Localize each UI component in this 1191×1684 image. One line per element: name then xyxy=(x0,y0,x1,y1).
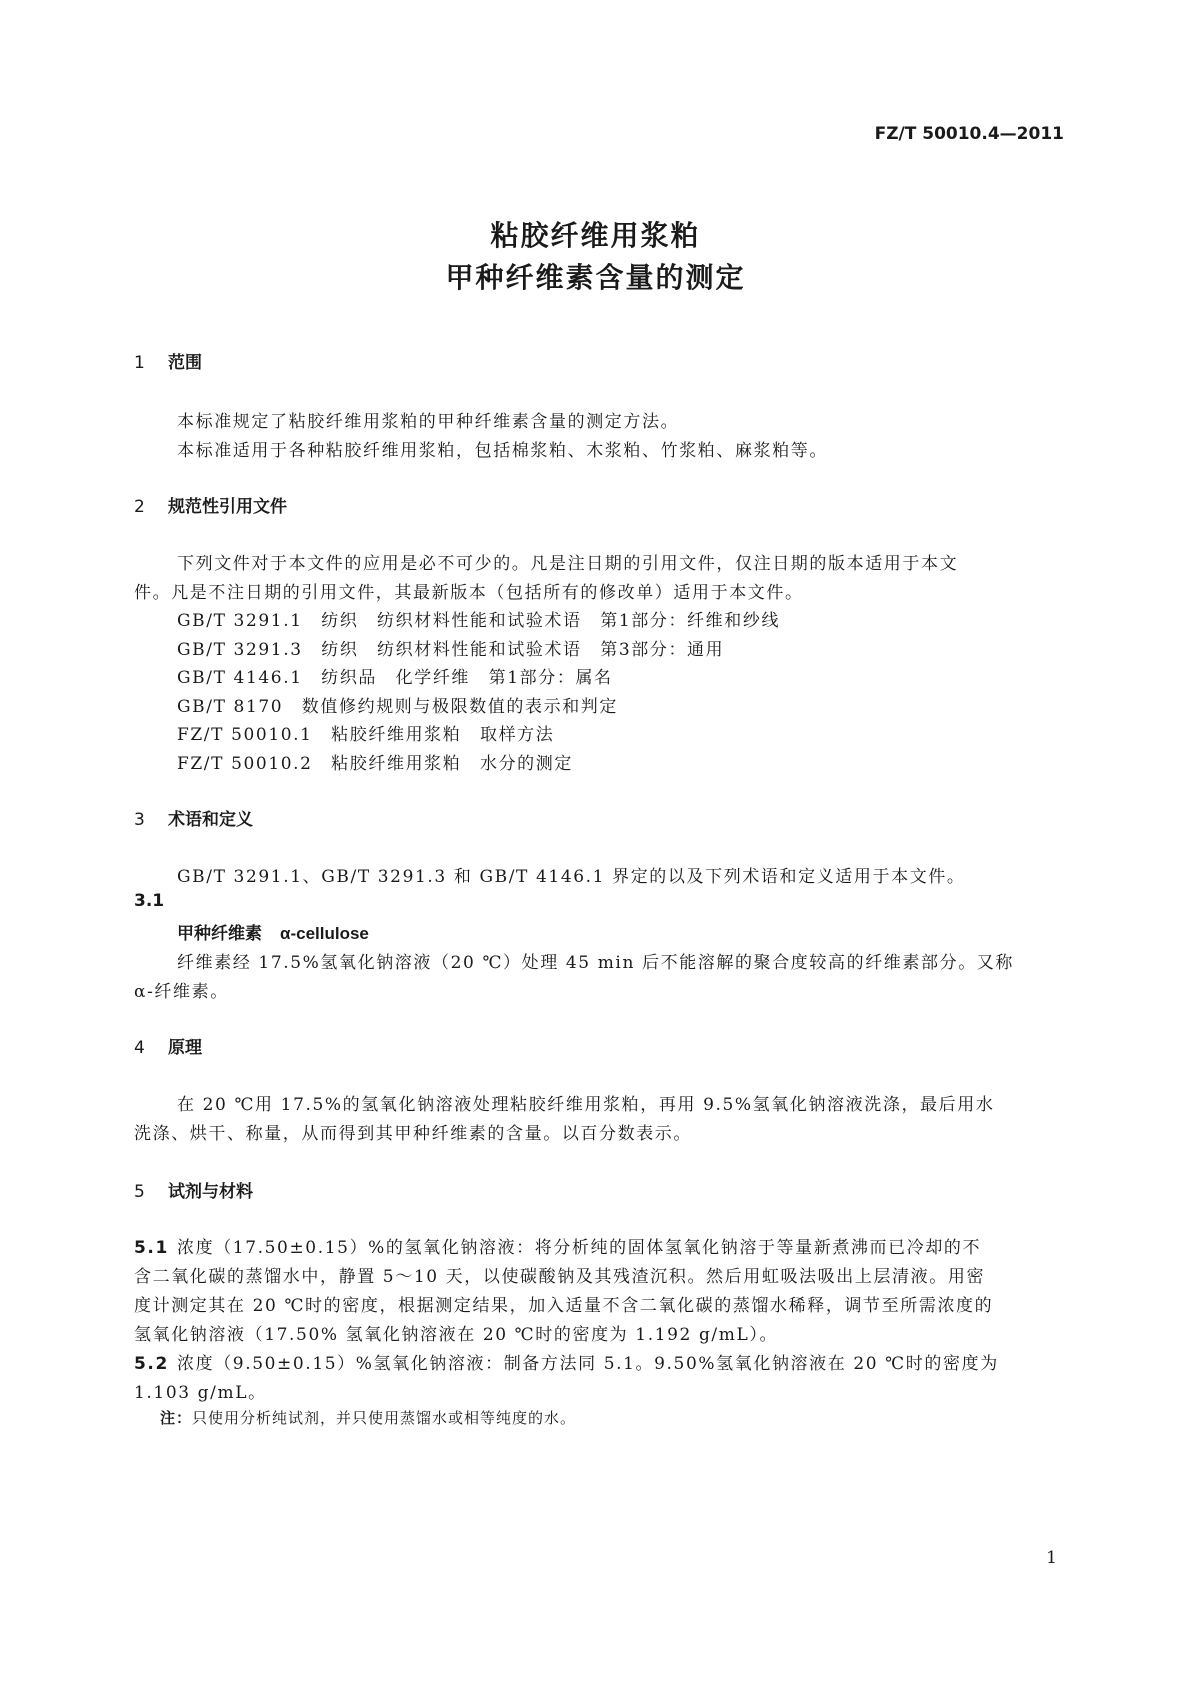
reference-item: FZ/T 50010.2 粘胶纤维用浆粕 水分的测定 xyxy=(177,754,573,774)
doc-title-line1: 粘胶纤维用浆粕 xyxy=(490,219,701,252)
reference-item: FZ/T 50010.1 粘胶纤维用浆粕 取样方法 xyxy=(177,725,555,745)
doc-title-line2: 甲种纤维素含量的测定 xyxy=(445,261,746,294)
clause-5-1-line1 xyxy=(134,1233,981,1258)
reference-item: GB/T 3291.3 纺织 纺织材料性能和试验术语 第3部分：通用 xyxy=(177,640,725,660)
section-2-heading xyxy=(134,492,287,517)
section-title: 试剂与材料 xyxy=(168,1182,253,1202)
section-3-heading xyxy=(134,805,253,830)
section-number: 1 xyxy=(134,353,145,373)
section-1-heading xyxy=(134,348,202,373)
clause-number: 5.2 xyxy=(134,1354,169,1374)
page-number: 1 xyxy=(1046,1548,1057,1568)
term-chinese: 甲种纤维素 xyxy=(177,924,262,944)
definition-line: 纤维素经 17.5%氢氧化钠溶液（20 ℃）处理 45 min 后不能溶解的聚合度较高的纤维素部分。又称 xyxy=(177,953,1015,973)
paragraph-line: 本标准规定了粘胶纤维用浆粕的甲种纤维素含量的测定方法。 xyxy=(177,412,680,432)
paragraph-line: 度计测定其在 20 ℃时的密度，根据测定结果，加入适量不含二氧化碳的蒸馏水稀释，调节至所需浓度的 xyxy=(134,1296,994,1316)
clause-text: 浓度（9.50±0.15）%氢氧化钠溶液：制备方法同 5.1。9.50%氢氧化钠溶液在 20 ℃时的密度为 xyxy=(177,1354,999,1374)
reference-item: GB/T 8170 数值修约规则与极限数值的表示和判定 xyxy=(177,697,619,717)
section-number: 3 xyxy=(134,810,145,830)
paragraph-line: 在 20 ℃用 17.5%的氢氧化钠溶液处理粘胶纤维用浆粕，再用 9.5%氢氧化钠溶液洗涤，最后用水 xyxy=(177,1095,995,1115)
note xyxy=(160,1407,576,1428)
clause-number: 3.1 xyxy=(134,891,165,911)
section-title: 规范性引用文件 xyxy=(168,497,287,517)
paragraph-line: 含二氧化碳的蒸馏水中，静置 5～10 天，以使碳酸钠及其残渣沉积。然后用虹吸法吸出上层清液。用密 xyxy=(134,1267,986,1287)
reference-item: GB/T 3291.1 纺织 纺织材料性能和试验术语 第1部分：纤维和纱线 xyxy=(177,611,781,631)
clause-text: 浓度（17.50±0.15）%的氢氧化钠溶液：将分析纯的固体氢氧化钠溶于等量新煮沸而已冷却的不 xyxy=(177,1238,982,1258)
term-english: α-cellulose xyxy=(280,924,369,943)
definition-line: α-纤维素。 xyxy=(134,982,229,1002)
section-title: 原理 xyxy=(168,1038,202,1058)
paragraph-line: GB/T 3291.1、GB/T 3291.3 和 GB/T 4146.1 界定的以及下列术语和定义适用于本文件。 xyxy=(177,867,966,887)
paragraph-line: 件。凡是不注日期的引用文件，其最新版本（包括所有的修改单）适用于本文件。 xyxy=(134,583,804,603)
reference-item: GB/T 4146.1 纺织品 化学纤维 第1部分：属名 xyxy=(177,668,613,688)
section-number: 5 xyxy=(134,1182,145,1202)
note-label: 注： xyxy=(160,1409,193,1427)
clause-number: 5.1 xyxy=(134,1238,169,1258)
clause-5-2-line1 xyxy=(134,1349,999,1374)
paragraph-line: 氢氧化钠溶液（17.50% 氢氧化钠溶液在 20 ℃时的密度为 1.192 g/mL）。 xyxy=(134,1325,779,1345)
paragraph-line: 本标准适用于各种粘胶纤维用浆粕，包括棉浆粕、木浆粕、竹浆粕、麻浆粕等。 xyxy=(177,441,828,461)
paragraph-line: 1.103 g/mL。 xyxy=(134,1383,267,1403)
term-entry xyxy=(177,919,369,944)
section-4-heading xyxy=(134,1033,202,1058)
section-5-heading xyxy=(134,1177,253,1202)
standard-code: FZ/T 50010.4—2011 xyxy=(874,124,1064,144)
section-title: 术语和定义 xyxy=(168,810,253,830)
paragraph-line: 下列文件对于本文件的应用是必不可少的。凡是注日期的引用文件，仅注日期的版本适用于本文 xyxy=(177,554,959,574)
section-number: 2 xyxy=(134,497,145,517)
section-title: 范围 xyxy=(168,353,202,373)
paragraph-line: 洗涤、烘干、称量，从而得到其甲种纤维素的含量。以百分数表示。 xyxy=(134,1124,692,1144)
section-number: 4 xyxy=(134,1038,145,1058)
note-text: 只使用分析纯试剂，并只使用蒸馏水或相等纯度的水。 xyxy=(192,1409,577,1427)
